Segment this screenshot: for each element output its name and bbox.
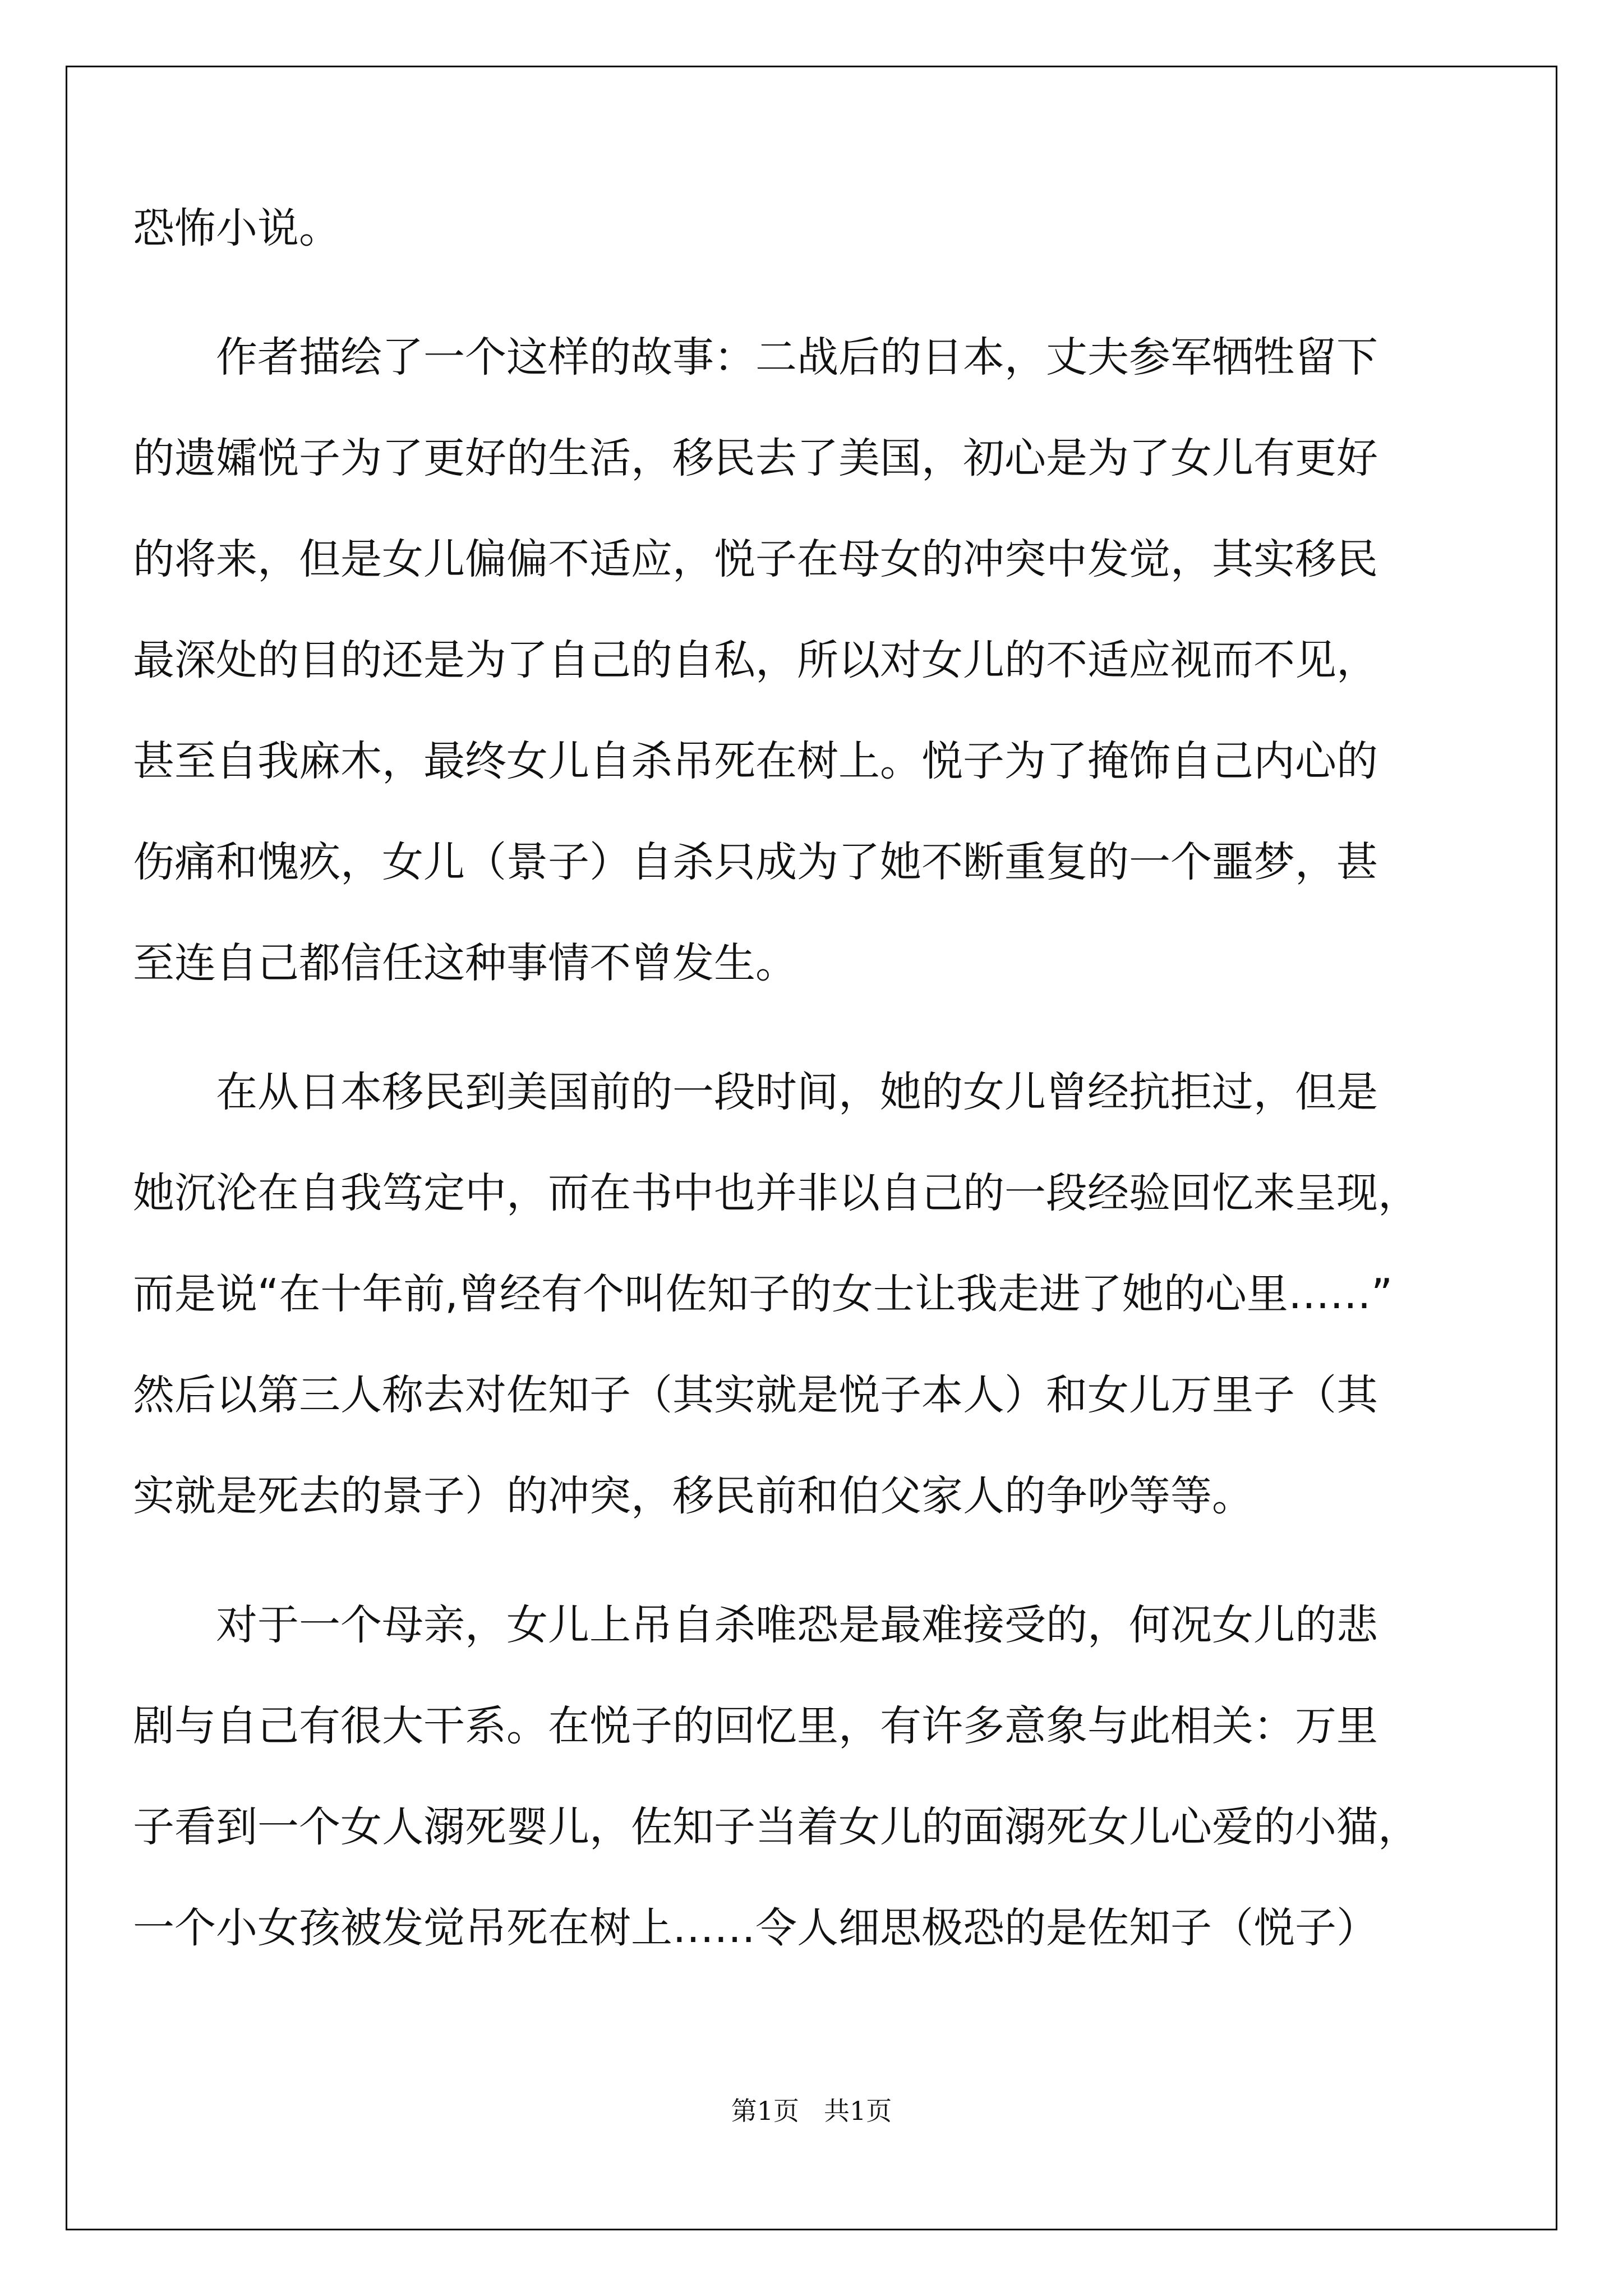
text-line: 最深处的目的还是为了自己的自私，所以对女儿的不适应视而不见， xyxy=(133,636,1378,684)
text-line: 的遗孀悦子为了更好的生活，移民去了美国，初心是为了女儿有更好 xyxy=(133,434,1378,482)
paragraph-first-line: 作者描绘了一个这样的故事：二战后的日本，丈夫参军牺牲留下 xyxy=(216,333,1378,381)
text-line: 实就是死去的景子）的冲突，移民前和伯父家人的争吵等等。 xyxy=(133,1472,1253,1520)
page-total: 共1页 xyxy=(823,2096,892,2126)
document-body xyxy=(133,178,1445,1978)
text-line: 恐怖小说。 xyxy=(133,204,340,252)
text-line: 然后以第三人称去对佐知子（其实就是悦子本人）和女儿万里子（其 xyxy=(133,1371,1378,1419)
text-line: 她沉沦在自我笃定中，而在书中也并非以自己的一段经验回忆来呈现， xyxy=(133,1169,1419,1217)
text-line: 剧与自己有很大干系。在悦子的回忆里，有许多意象与此相关：万里 xyxy=(133,1702,1378,1750)
text-line: 伤痛和愧疚，女儿（景子）自杀只成为了她不断重复的一个噩梦，甚 xyxy=(133,838,1378,886)
text-line: 而是说“在十年前,曾经有个叫佐知子的女士让我走进了她的心里……” xyxy=(133,1270,1393,1318)
page-footer xyxy=(0,2091,1623,2128)
text-line: 至连自己都信任这种事情不曾发生。 xyxy=(133,939,797,987)
text-line: 子看到一个女人溺死婴儿，佐知子当着女儿的面溺死女儿心爱的小猫， xyxy=(133,1803,1419,1851)
paragraph-first-line: 对于一个母亲，女儿上吊自杀唯恐是最难接受的，何况女儿的悲 xyxy=(216,1601,1378,1649)
text-line: 的将来，但是女儿偏偏不适应，悦子在母女的冲突中发觉，其实移民 xyxy=(133,535,1378,583)
text-line: 一个小女孩被发觉吊死在树上……令人细思极恐的是佐知子（悦子） xyxy=(133,1904,1378,1952)
paragraph-first-line: 在从日本移民到美国前的一段时间，她的女儿曾经抗拒过，但是 xyxy=(216,1068,1378,1116)
text-line: 甚至自我麻木，最终女儿自杀吊死在树上。悦子为了掩饰自己内心的 xyxy=(133,737,1378,785)
page-number: 第1页 xyxy=(731,2096,800,2126)
